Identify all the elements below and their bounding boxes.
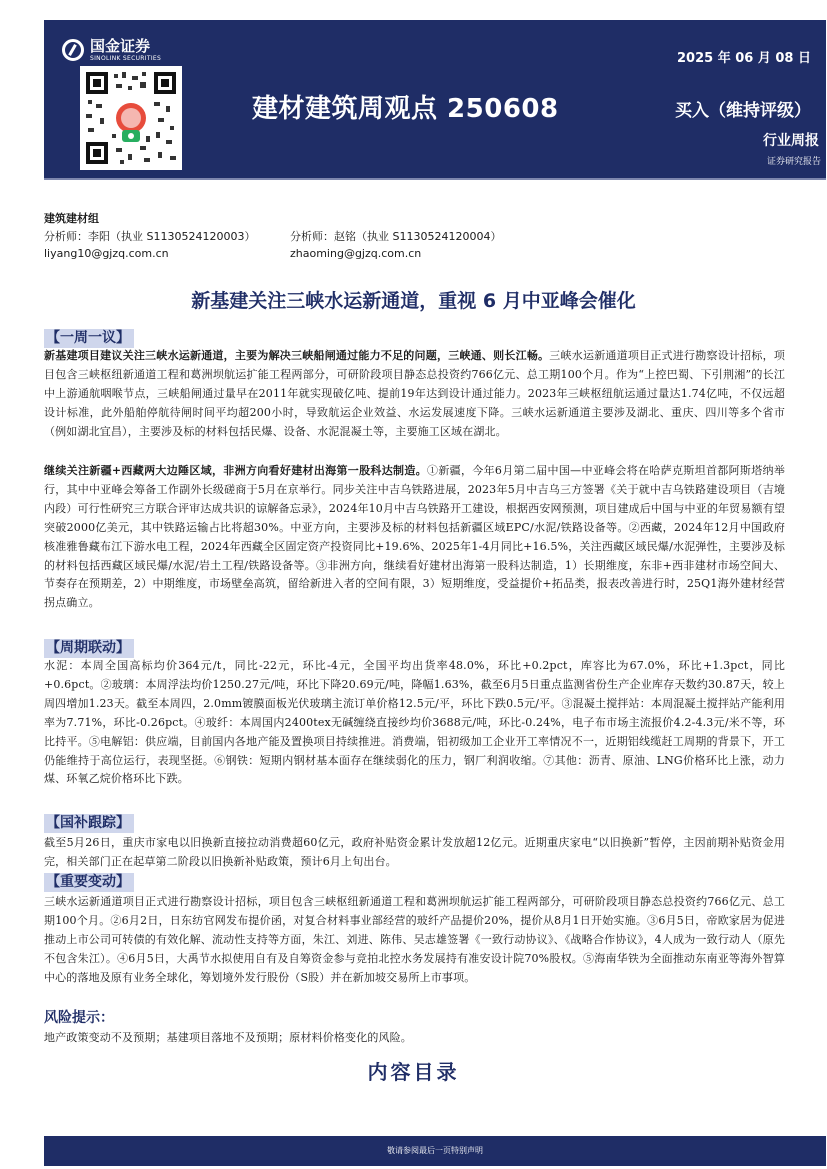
para-2-lead: 继续关注新疆+西藏两大边陲区域，非洲方向看好建材出海第一股科达制造。 xyxy=(44,464,428,477)
section-weekly-topic-para-1 xyxy=(44,347,785,442)
rating-badge: 买入（维持评级） xyxy=(675,101,811,121)
section-risk-body: 地产政策变动不及预期；基建项目落地不及预期；原材料价格变化的风险。 xyxy=(44,1031,412,1044)
report-subtype: 证券研究报告 xyxy=(766,157,821,167)
analyst-1: 分析师：李阳（执业 S1130524120003） xyxy=(44,230,256,243)
toc-title: 内容目录 xyxy=(367,1060,460,1084)
section-subsidy-heading: 【国补跟踪】 xyxy=(44,814,134,833)
para-1-lead: 新基建项目建议关注三峡水运新通道，主要为解决三峡船闸通过能力不足的问题，三峡通、则长江畅。 xyxy=(44,349,550,362)
analyst-1-email[interactable]: liyang10@gjzq.com.cn xyxy=(44,247,169,260)
analyst-2: 分析师：赵铭（执业 S1130524120004） xyxy=(290,230,502,243)
report-headline: 新基建关注三峡水运新通道，重视 6 月中亚峰会催化 xyxy=(191,290,636,312)
brand-name-en: SINOLINK SECURITIES xyxy=(90,55,162,62)
section-cycle-heading: 【周期联动】 xyxy=(44,639,134,658)
page-footer xyxy=(44,1136,826,1166)
section-changes-heading: 【重要变动】 xyxy=(44,873,134,892)
analyst-2-email[interactable]: zhaoming@gjzq.com.cn xyxy=(290,247,422,260)
para-1-body: 三峡水运新通道项目正式进行勘察设计招标，项目包含三峡枢纽新通道工程和葛洲坝航运扩能工程两部分，可研阶段项目静态总投资约766亿元、总工期100个月。作为“上控巴蜀、下引荆湘”的长江中上游通航咽喉节点，三峡船闸通过量早在2011年就实现破亿吨、提前19年达到设计通过能力。2023年三峡枢纽航运通过量达1.74亿吨，不仅远超设计标准，此外船舶停航待闸时间平均超200小时，导致航运企业效益、水运发展速度下降。三峡水运新通道主要涉及湖北、重庆、四川等多个省市（例如湖北宜昌），主要涉及标的材料包括民爆、设备、水泥混凝土等，主要施工区域在湖北。 xyxy=(44,349,785,438)
qr-code-icon xyxy=(80,66,182,170)
report-date: 2025 年 06 月 08 日 xyxy=(677,51,811,66)
report-title: 建材建筑周观点 250608 xyxy=(252,94,559,124)
section-risk-heading: 风险提示： xyxy=(44,1010,114,1026)
section-weekly-topic-heading: 【一周一议】 xyxy=(44,329,134,348)
brand-logo xyxy=(62,38,161,62)
section-cycle-body: 水泥：本周全国高标均价364元/t，同比-22元，环比-4元，全国平均出货率48.0%，环比+0.2pct，库容比为67.0%，环比+1.3pct，同比+0.6pct。②玻璃：本周浮法均价1250.27元/吨，环比下降20.69元/吨，降幅1.63%，截至6月5日重点监测省份生产企业库存天数约30.87天，较上周四增加1.23天。截至本周四，2.0mm镀膜面板光伏玻璃主流订单价格12.5元/平，环比下跌0.5元/平。③混凝土搅拌站：本周混凝土搅拌站产能利用率为7.71%，环比-0.26pct。④玻纤：本周国内2400tex无碱缠绕直接纱均价3688元/吨，环比-0.24%，电子布市场主流报价4.2-4.3元/米不等，环比持平。⑤电解铝：供应端，目前国内各地产能及置换项目持续推进。消费端，铝初级加工企业开工率情况不一，近期铝线缆赶工周期的背景下，开工仍能维持于高位运行，表现坚挺。⑥钢铁：短期内钢材基本面存在继续弱化的压力，钢厂利润收缩。⑦其他：沥青、原油、LNG价格环比上涨，动力煤、环氧乙烷价格环比下跌。 xyxy=(44,659,785,786)
brand-name-cn: 国金证券 xyxy=(90,37,151,55)
banner-divider xyxy=(44,178,826,180)
section-weekly-topic-para-2 xyxy=(44,462,785,613)
brand-mark-icon xyxy=(62,39,84,61)
para-2-body: ①新疆，今年6月第二届中国—中亚峰会将在哈萨克斯坦首都阿斯塔纳举行，其中中亚峰会筹备工作副外长级磋商于5月在京举行。同步关注中吉乌铁路进展，2023年5月中吉乌三方签署《关于就中吉乌铁路建设项目（吉境内段）可行性研究三方联合评审达成共识的谅解备忘录》，2024年10月中吉乌铁路开工建设，根据西安网预测，项目建成后中国与中亚的年贸易额有望突破2000亿美元，其中铁路运输占比将超30%。中亚方向，主要涉及标的材料包括新疆区域EPC/水泥/铁路设备等。②西藏，2024年12月中国政府核准雅鲁藏布江下游水电工程，2024年西藏全区固定资产投资同比+19.6%、2025年1-4月同比+16.5%，关注西藏区域民爆/水泥弹性，主要涉及标的材料包括西藏区域民爆/水泥/岩土工程/铁路设备等。③非洲方向，继续看好建材出海第一股科达制造，1）长期维度，东非+西非建材市场空间大、节奏存在预期差，2）中期维度，市场壁垒高筑，留给新进入者的空间有限，3）短期维度，受益提价+拓品类，报表改善进行时，25Q1海外建材经营拐点确立。 xyxy=(44,464,785,610)
report-type: 行业周报 xyxy=(763,133,819,149)
footer-disclaimer: 敬请参阅最后一页特别声明 xyxy=(387,1146,483,1155)
section-subsidy-body: 截至5月26日，重庆市家电以旧换新直接拉动消费超60亿元，政府补贴资金累计发放超12亿元。近期重庆家电“以旧换新”暂停，主因前期补贴资金用完，相关部门正在起草第二阶段以旧换新补贴政策，预计6月上旬出台。 xyxy=(44,836,785,868)
section-changes-body: 三峡水运新通道项目正式进行勘察设计招标，项目包含三峡枢纽新通道工程和葛洲坝航运扩能工程两部分，可研阶段项目静态总投资约766亿元、总工期100个月。②6月2日，日东纺官网发布提价函，对复合材料事业部经营的玻纤产品提价20%，提价从8月1日开始实施。③6月5日，帝欧家居为促进推动上市公司可转债的有效化解、流动性支持等方面，朱江、刘进、陈伟、吴志雄签署《一致行动协议》、《战略合作协议》，4人成为一致行动人（原先不包含朱江）。④6月5日，大禹节水拟使用自有及自筹资金参与竞拍北控水务发展持有准安设计院70%股权。⑤海南华铁为全面推动东南亚等海外智算中心的落地及原有业务全球化，筹划境外发行股份（S股）并在新加坡交易所上市事项。 xyxy=(44,895,785,984)
research-group: 建筑建材组 xyxy=(44,212,99,225)
